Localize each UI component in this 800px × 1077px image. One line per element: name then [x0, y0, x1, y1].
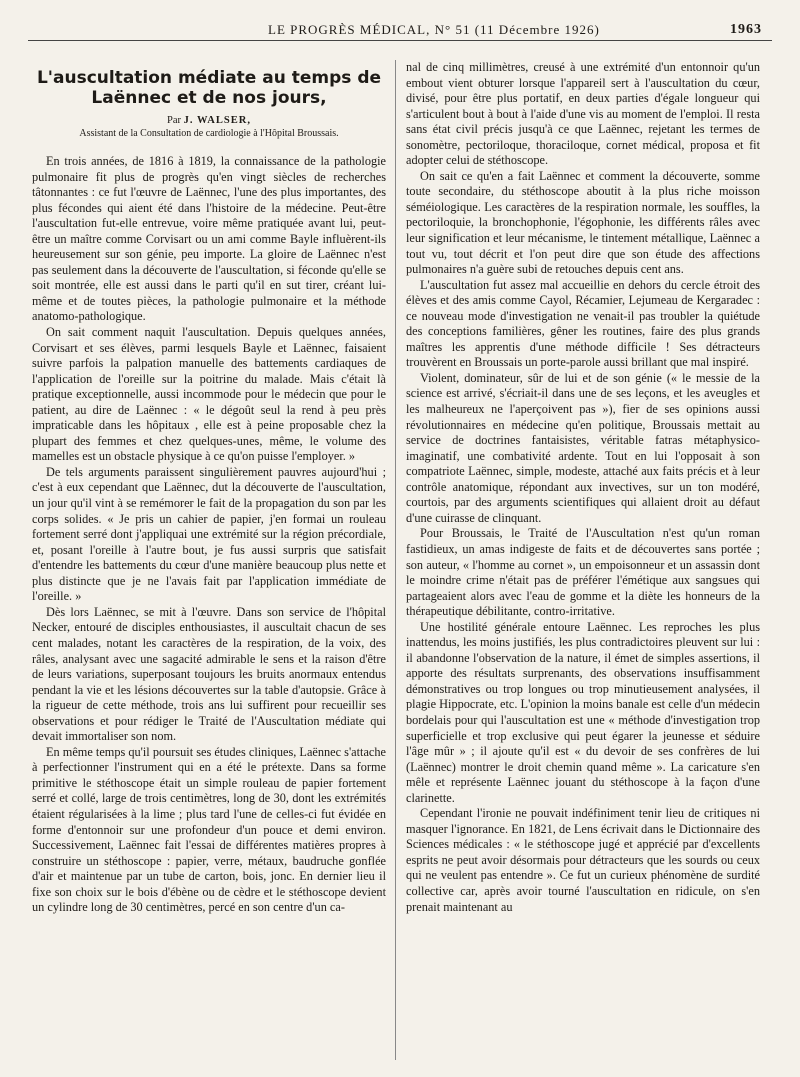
paragraph-continued: nal de cinq millimètres, creusé à une extrémité d'un entonnoir qu'un embout vient obturer lorsque l'appareil sert à l'auscultation du cœur, divisé, pour être plus portatif, en deux parties d'égale longueur qui s'articulent bout à bout à l'aide d'une vis au moment de l'emploi. Il resta sans état civil précis jusqu'à ce que Laënnec, rejetant les termes de sonomètre, pectoriloque, thoraciloque, cornet médical, proposa et fit adopter celui de stéthoscope. — [406, 60, 760, 168]
paragraph: Cependant l'ironie ne pouvait indéfiniment tenir lieu de critiques ni masquer l'ignorance. En 1821, de Lens écrivait dans le Dictionnaire des Sciences médicales : « le stéthoscope jugé et apprécié par d'excellents esprits ne peut avoir désormais pour détracteurs que les sourds ou ceux qui ne veulent pas entendre ». Ce fut un curieux phénomène de surdité collective car, après avoir tourné l'auscultation en ridicule, on s'en prenait maintenant au — [406, 806, 760, 914]
right-column — [406, 60, 760, 915]
column-divider — [395, 60, 396, 1060]
left-column — [32, 62, 386, 916]
paragraph: Violent, dominateur, sûr de lui et de son génie (« le messie de la science est arrivé, s'écriait-il dans une de ses leçons, et les aveugles et les malheureux ne l'aperçoivent pas »), fier de ses opinions aussi révolutionnaires en médecine qu'en politique, Broussais mettait au service de doctrines fantaisistes, véritable fatras métaphysico-imaginatif, une combativité ardente. Tout en lui l'opposait à son compatriote Laënnec, simple, modeste, attaché aux faits précis et à leur contrôle anatomique, répondant aux invectives, sur un ton modéré, courtois, par des arguments scientifiques qui allaient droit au défaut d'une cuirasse de clinquant. — [406, 370, 760, 525]
byline — [32, 114, 386, 127]
author-name: J. WALSER, — [183, 115, 251, 126]
paragraph: On sait comment naquit l'auscultation. Depuis quelques années, Corvisart et ses élèves, parmi lesquels Bayle et Laënnec, faisaient suivre parfois la palpation manuelle des battements cardiaques de l'application de l'oreille sur la poitrine du malade. Mais c'était là pratique exceptionnelle, aussi incommode pour le médecin que pour le patient, au dire de Laënnec : « le dégoût seul la rend à peu près impraticable dans les hôpitaux , elle est à peine proposable chez la plupart des femmes et chez quelques-unes, même, le volume des mamelles est un obstacle physique à ce qu'on puisse l'employer. » — [32, 325, 386, 464]
paragraph: On sait ce qu'en a fait Laënnec et comment la découverte, somme toute secondaire, du stéthoscope aboutit à la plus riche moisson séméiologique. Les caractères de la respiration normale, les souffles, la pectoriloquie, la bronchophonie, l'égophonie, les différents râles avec leur signification et leur mécanisme, le tintement métallique, Laënnec a tout vu, tout décrit et l'on peut dire que son étude des affections pulmonaires n'a guère subi de retouches depuis cent ans. — [406, 168, 760, 277]
paragraph: L'auscultation fut assez mal accueillie en dehors du cercle étroit des élèves et des amis comme Cayol, Récamier, Lejumeau de Kergaradec : ce nouveau mode d'investigation ne venait-il pas troubler la quiétude des conceptions familières, gêner les routines, faire des plus grands maîtres les apprentis d'une méthode difficile ! Ses détracteurs trouvèrent en Broussais un porte-parole aussi brillant que mal inspiré. — [406, 277, 760, 370]
paragraph: Dès lors Laënnec, se mit à l'œuvre. Dans son service de l'hôpital Necker, entouré de disciples enthousiastes, il auscultait chacun de ses cent malades, notant les caractères de la respiration, de la voix, des râles, analysant avec une sagacité admirable le sens et la raison d'être de leurs variations, superposant toujours les bruits anormaux entendus pendant la vie et les lésions découvertes sur la table d'autopsie. Grâce à la rigueur de cette méthode, trois ans lui suffirent pour recueillir ses observations et pour rédiger le Traité de l'Auscultation médiate qui devait immortaliser son nom. — [32, 604, 386, 744]
paragraph: Pour Broussais, le Traité de l'Auscultation n'est qu'un roman fastidieux, un amas indigeste de faits et de découvertes sans portée ; son auteur, « l'homme au cornet », un empoisonneur et un assassin dont le moindre crime n'était pas de préférer l'émétique aux sangsues qui partageaient alors avec l'eau de gomme et la diète les honneurs de la thérapeutique débilitante, contro-irritative. — [406, 526, 760, 619]
article-title: L'auscultation médiate au temps de Laënnec et de nos jours, — [36, 68, 382, 108]
journal-header: LE PROGRÈS MÉDICAL, N° 51 (11 Décembre 1926) — [268, 22, 600, 37]
paragraph: En même temps qu'il poursuit ses études cliniques, Laënnec s'attache à perfectionner l'instrument qui en a été le prétexte. Dans sa forme primitive le stéthoscope était un simple rouleau de papier fortement serré et collé, large de trois centimètres, long de 30, dont les extrémités étaient régularisées à la lime ; plus tard l'une de celles-ci fut évidée en forme d'entonnoir sur une profondeur d'un pouce et demi environ. Successivement, Laënnec fait l'essai de différentes matières propres à construire un stéthoscope : papier, verre, métaux, baudruche gonflée d'air et maintenue par un tube de carton, bois, jonc. En dernier lieu il fixe son choix sur le bois d'ébène ou de cèdre et le stéthoscope devient un cylindre long de 30 centimètres, percé en son centre d'un ca- — [32, 744, 386, 915]
byline-prefix: Par — [167, 115, 182, 126]
author-affiliation: Assistant de la Consultation de cardiologie à l'Hôpital Broussais. — [79, 128, 339, 139]
paragraph: En trois années, de 1816 à 1819, la connaissance de la pathologie pulmonaire fit plus de progrès qu'en vingt siècles de recherches tâtonnantes : ce fut l'œuvre de Laënnec, l'une des plus importantes, des plus fécondes qui aient été dans l'histoire de la médecine. Peut-être l'auscultation fut-elle entrevue, voire même pratiquée avant lui, peut-être un maître comme Corvisart ou un ami comme Bayle influèrent-ils heureusement sur son génie, peu importe. La gloire de Laënnec n'est pas seulement dans la découverte de l'auscultation, si féconde qu'elle se soit montrée, elle est aussi dans le parti qu'il en sut tirer, créant lui-même et de toutes pièces, la pathologie pulmonaire et la méthode anatomo-pathologique. — [32, 154, 386, 324]
paragraph: Une hostilité générale entoure Laënnec. Les reproches les plus inattendus, les moins justifiés, les plus contradictoires pleuvent sur lui : il abandonne l'observation de la nature, il émet de simples assertions, il apporte des résultats surprenants, des observations insuffisamment démonstratives ou trop longues ou trop minutieusement analysées, il plagie Hippocrate, etc. L'opinion la moins banale est celle d'un médecin bordelais pour qui l'auscultation est une « méthode d'investigation trop superficielle et trop exclusive qui peut égarer la jeunesse et séduire l'âge mûr » ; il ajoute qu'il est « du devoir de ses confrères de lui (Laënnec) montrer le droit chemin quand même ». La caricature s'en mêle et représente Laënnec jouant du stéthoscope à la façon d'une clarinette. — [406, 619, 760, 805]
page-number: 1963 — [730, 22, 762, 37]
running-head — [28, 20, 772, 41]
paragraph: De tels arguments paraissent singulièrement pauvres aujourd'hui ; c'est à eux cependant que Laënnec, dut la découverte de l'auscultation, un jour qu'il vint à se remémorer le fait de la propagation du son par les corps solides. « Je pris un cahier de papier, j'en formai un rouleau fortement serré dont j'appliquai une extrémité sur la région précordiale, et, posant l'oreille à l'autre bout, je fus aussi surpris que satisfait d'entendre les battements du cœur d'une manière beaucoup plus nette et plus distincte que je ne l'avais fait par l'application immédiate de l'oreille. » — [32, 464, 386, 604]
